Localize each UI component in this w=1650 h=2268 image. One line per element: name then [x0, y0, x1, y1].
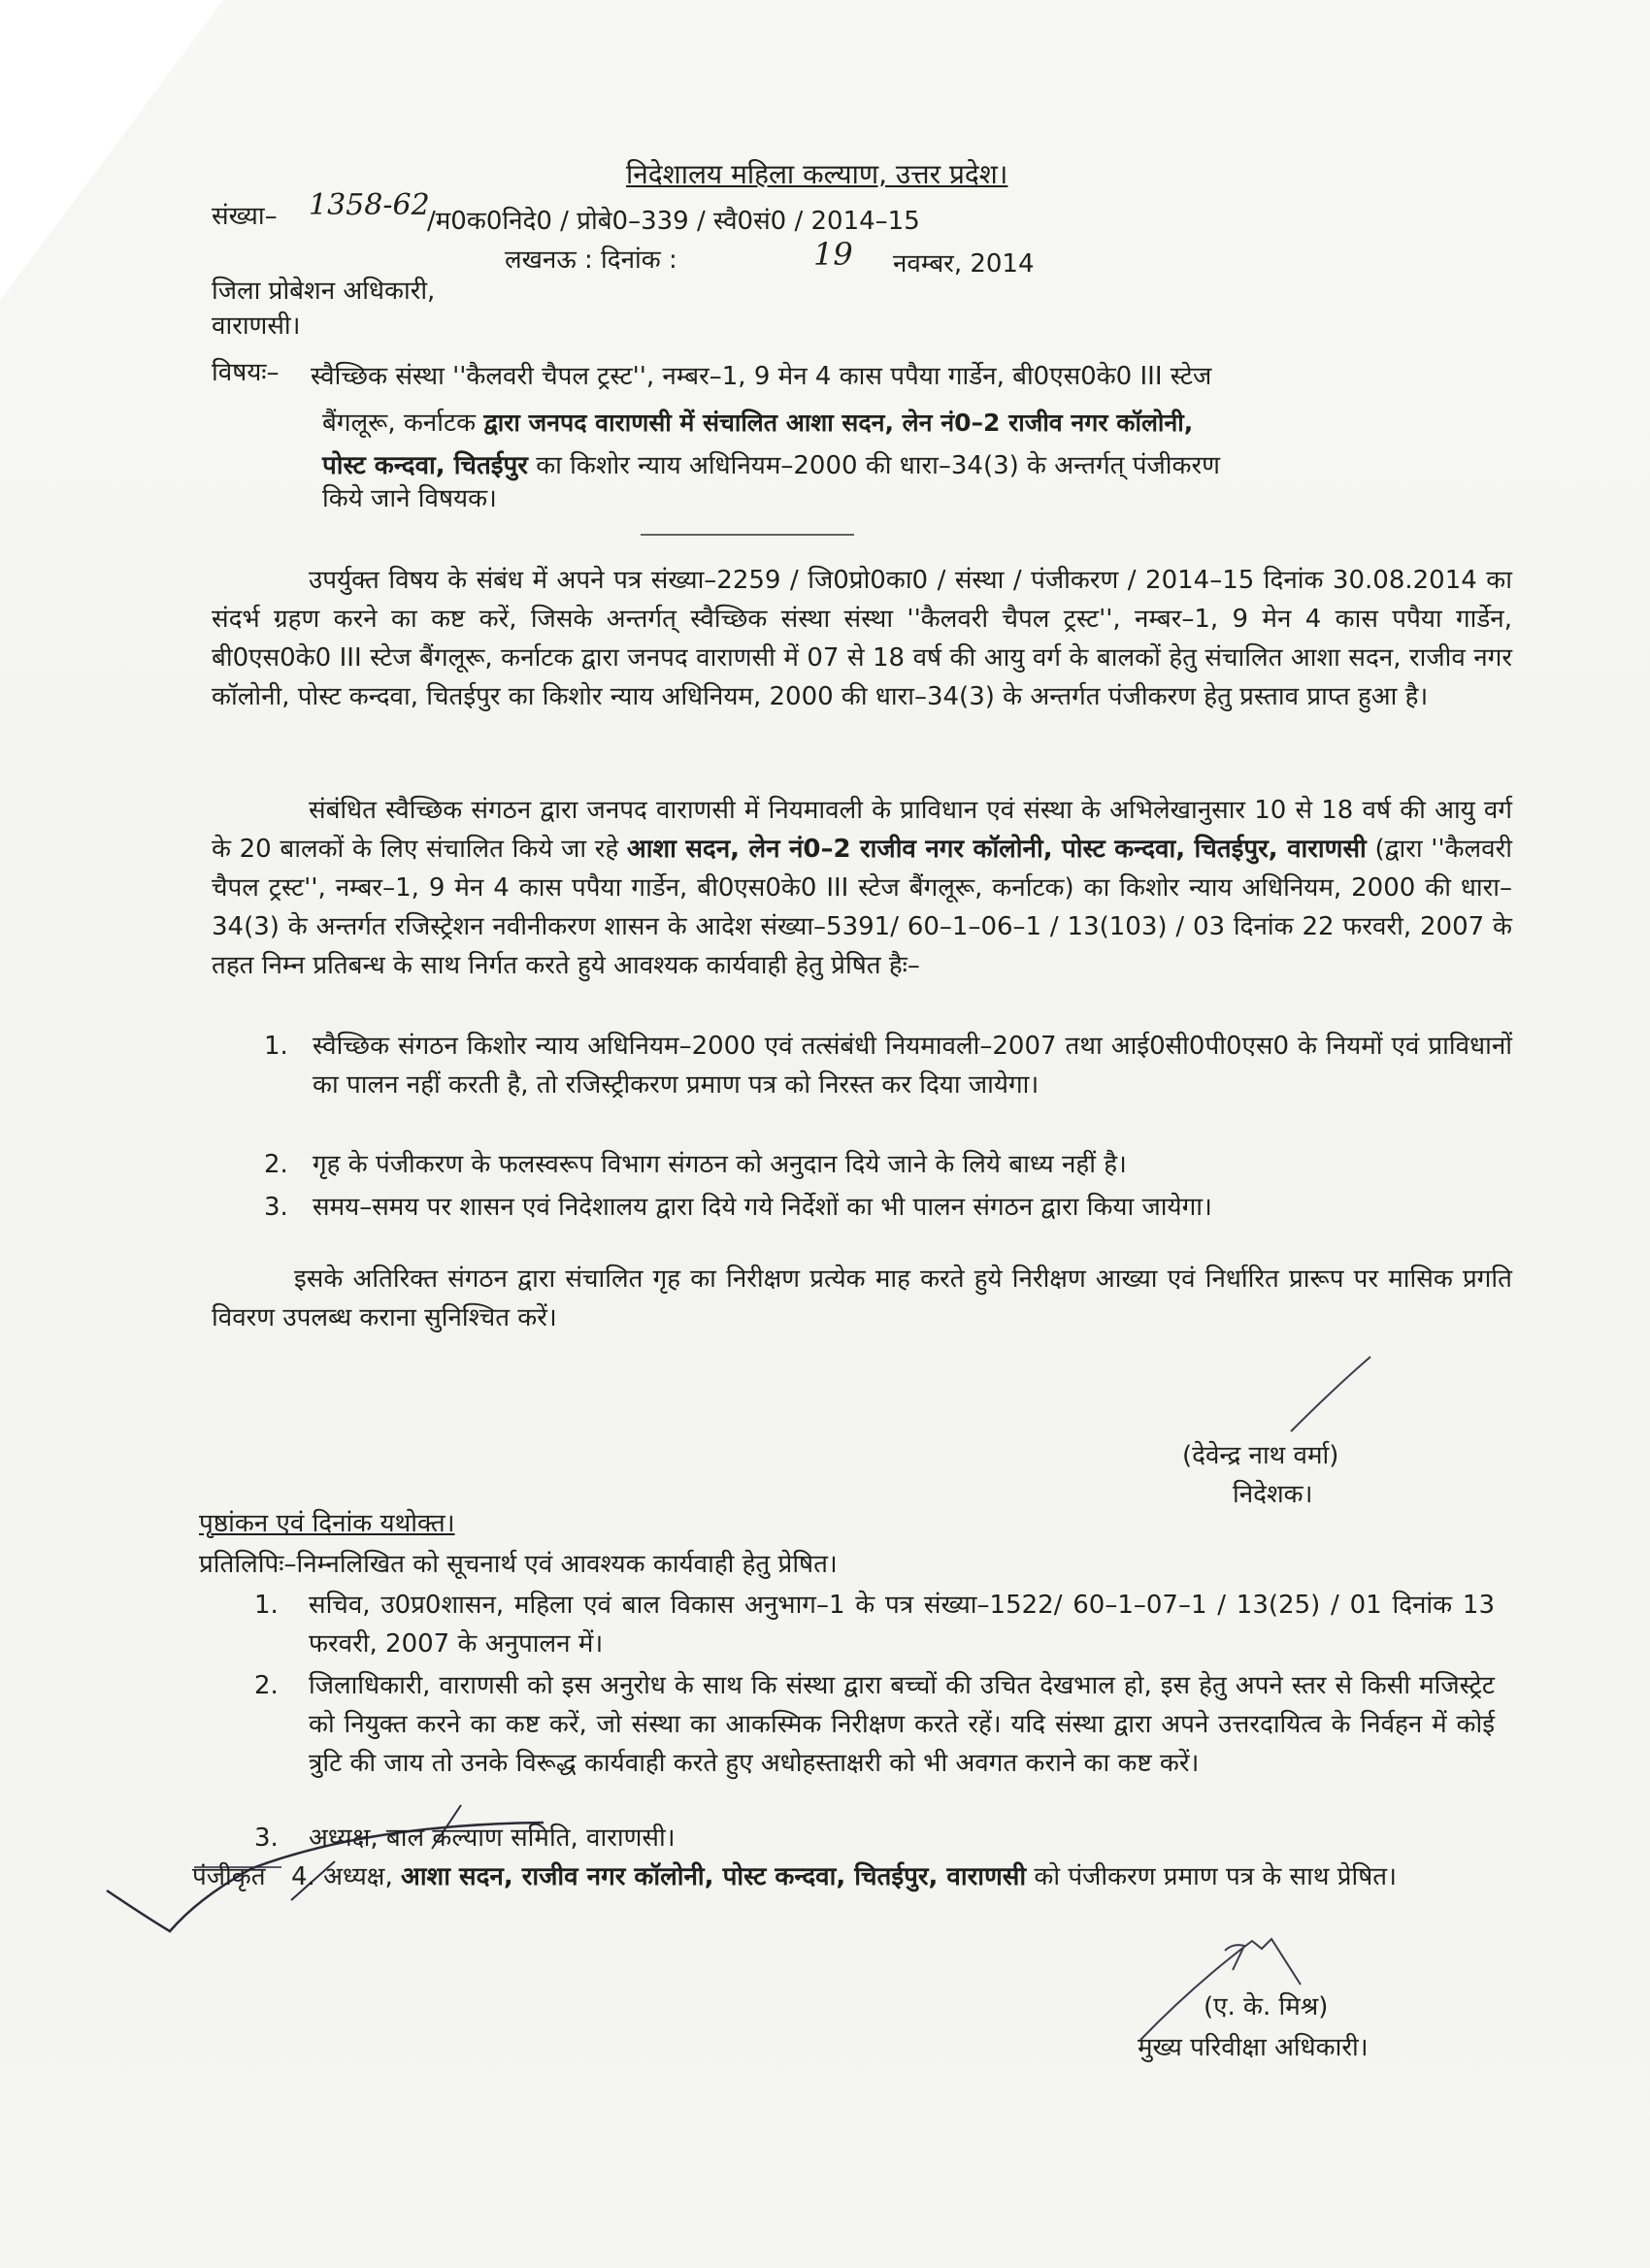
subject-line-1: स्वैच्छिक संस्था ''कैलवरी चैपल ट्रस्ट'', नम्बर–1, 9 मेन 4 कास पपैया गार्डेन, बी0एस0के0 III स्टेज	[311, 362, 1212, 391]
item-4-margin-note: पंजीकृत	[192, 1862, 266, 1891]
copy-item-2-text: जिलाधिकारी, वाराणसी को इस अनुरोध के साथ कि संस्था द्वारा बच्चों की उचित देखभाल हो, इस हेतु अपने स्तर से किसी मजिस्ट्रेट को नियुक्त करने का कष्ट करें, जो संस्था का आकस्मिक निरीक्षण करते रहें। यदि संस्था द्वारा अपने उत्तरदायित्व के निर्वहन में कोई त्रुटि की जाय तो उनके विरूद्ध कार्यवाही करते हुए अधोहस्ताक्षरी को भी अवगत कराने का कष्ट करें।	[309, 1671, 1495, 1778]
subject-line-3-plain: का किशोर न्याय अधिनियम–2000 की धारा–34(3) के अन्तर्गत् पंजीकरण	[536, 451, 1220, 480]
handwritten-date: 19	[813, 236, 853, 273]
condition-3-text: समय–समय पर शासन एवं निदेशालय द्वारा दिये गये निर्देशों का भी पालन संगठन द्वारा किया जायेगा।	[313, 1193, 1212, 1222]
director-title: निदेशक।	[1233, 1480, 1313, 1509]
paragraph-2-part-2: (द्वारा ''कैलवरी चैपल ट्रस्ट'', नम्बर–1, 9 मेन 4 कास पपैया गार्डेन, बी0एस0के0 III स्टेज बैंगलूरू, कर्नाटक) का किशोर न्याय अधिनियम, 2000 की धारा–34(3) के अन्तर्गत रजिस्ट्रेशन नवीनीकरण शासन के आदेश संख्या–5391/ 60–1–06–1 / 13(103) / 03 दिनांक 22 फरवरी, 2007 के तहत निम्न प्रतिबन्ध के साथ निर्गत करते हुये आवश्यक कार्यवाही हेतु प्रेषित हैः–	[212, 835, 1513, 980]
chief-officer-title: मुख्य परिवीक्षा अधिकारी।	[1138, 2033, 1369, 2062]
subject-line-2-bold: द्वारा जनपद वाराणसी में संचालित आशा सदन, लेन नं0–2 राजीव नगर कॉलोनी,	[483, 409, 1194, 437]
condition-2-text: गृह के पंजीकरण के फलस्वरूप विभाग संगठन को अनुदान दिये जाने के लिये बाध्य नहीं है।	[313, 1150, 1127, 1179]
copy-item-1-text: सचिव, उ0प्र0शासन, महिला एवं बाल विकास अनुभाग–1 के पत्र संख्या–1522/ 60–1–07–1 / 13(25) / 01 दिनांक 13 फरवरी, 2007 के अनुपालन में।	[309, 1591, 1495, 1659]
paragraph-2-bold: आशा सदन, लेन नं0–2 राजीव नगर कॉलोनी, पोस्ट कन्दवा, चितईपुर, वाराणसी	[626, 835, 1367, 864]
copy-item-2-number: 2.	[254, 1671, 279, 1700]
copy-item-4-number: 4.	[291, 1862, 315, 1891]
copy-item-3-text: अध्यक्ष, बाल कल्याण समिति, वाराणसी।	[309, 1824, 676, 1853]
condition-1-number: 1.	[264, 1032, 288, 1061]
copy-to-line: प्रतिलिपिः–निम्नलिखित को सूचनार्थ एवं आवश्यक कार्यवाही हेतु प्रेषित।	[199, 1550, 838, 1579]
copy-item-3-number: 3.	[254, 1824, 279, 1853]
copy-item-1-number: 1.	[254, 1591, 279, 1620]
directorate-heading: निदेशालय महिला कल्याण, उत्तर प्रदेश।	[626, 158, 1008, 190]
paragraph-2	[212, 791, 1512, 985]
addressee-line-2: वाराणसी।	[212, 312, 301, 341]
paragraph-1: उपर्युक्त विषय के संबंध में अपने पत्र संख्या–2259 / जि0प्रो0का0 / संस्था / पंजीकरण / 2014–15 दिनांक 30.08.2014 का संदर्भ ग्रहण करने का कष्ट करें, जिसके अन्तर्गत् स्वैच्छिक संस्था संस्था ''कैलवरी चैपल ट्रस्ट'', नम्बर–1, 9 मेन 4 कास पपैया गार्डेन, बी0एस0के0 III स्टेज बैंगलूरू, कर्नाटक द्वारा जनपद वाराणसी में 07 से 18 वर्ष की आयु वर्ग के बालकों हेतु संचालित आशा सदन, राजीव नगर कॉलोनी, पोस्ट कन्दवा, चितईपुर का किशोर न्याय अधिनियम, 2000 की धारा–34(3) के अन्तर्गत पंजीकरण हेतु प्रस्ताव प्राप्त हुआ है।	[212, 566, 1512, 711]
director-name: (देवेन्द्र नाथ वर्मा)	[1182, 1441, 1339, 1470]
paragraph-2-part-1: संबंधित स्वैच्छिक संगठन द्वारा जनपद वाराणसी में नियमावली के प्राविधान एवं संस्था के अभिलेखानुसार 10 से 18 वर्ष की आयु वर्ग के 20 बालकों के लिए संचालित किये जा रहे	[212, 796, 1512, 864]
copy-item-4-bold: आशा सदन, राजीव नगर कॉलोनी, पोस्ट कन्दवा, चितईपुर, वाराणसी	[400, 1862, 1027, 1891]
copy-item-4-plain-1: अध्यक्ष,	[323, 1862, 393, 1891]
director-signature-stroke	[1291, 1357, 1370, 1431]
subject-line-2-plain: बैंगलूरू, कर्नाटक	[322, 409, 477, 438]
reference-number: /म0क0निदे0 / प्रोबे0–339 / स्वै0सं0 / 2014–15	[427, 207, 920, 236]
subject-line-4: किये जाने विषयक।	[322, 484, 497, 513]
addressee-line-1: जिला प्रोबेशन अधिकारी,	[212, 277, 436, 306]
chief-officer-name: (ए. के. मिश्र)	[1204, 1992, 1329, 2021]
condition-3-number: 3.	[264, 1193, 288, 1222]
copy-item-4-plain-2: को पंजीकरण प्रमाण पत्र के साथ प्रेषित।	[1034, 1862, 1397, 1891]
reference-label: संख्या–	[212, 202, 278, 231]
place-date-label: लखनऊ : दिनांक :	[505, 246, 677, 275]
copy-item-4	[199, 1857, 1495, 1896]
condition-1-text: स्वैच्छिक संगठन किशोर न्याय अधिनियम–2000 एवं तत्संबंधी नियमावली–2007 तथा आई0सी0पी0एस0 के नियमों एवं प्राविधानों का पालन नहीं करती है, तो रजिस्ट्रीकरण प्रमाण पत्र को निरस्त कर दिया जायेगा।	[313, 1032, 1512, 1100]
condition-2-number: 2.	[264, 1150, 288, 1179]
date-month-year: नवम्बर, 2014	[893, 249, 1035, 279]
subject-line-3-bold: पोस्ट कन्दवा, चितईपुर	[322, 451, 528, 480]
paragraph-3: इसके अतिरिक्त संगठन द्वारा संचालित गृह का निरीक्षण प्रत्येक माह करते हुये निरीक्षण आख्या एवं निर्धारित प्रारूप पर मासिक प्रगति विवरण उपलब्ध कराना सुनिश्चित करें।	[212, 1265, 1512, 1332]
subject-label: विषयः–	[212, 358, 280, 387]
handwritten-reference-number: 1358-62	[309, 188, 430, 222]
endorsement-heading: पृष्ठांकन एवं दिनांक यथोक्त।	[199, 1509, 455, 1538]
